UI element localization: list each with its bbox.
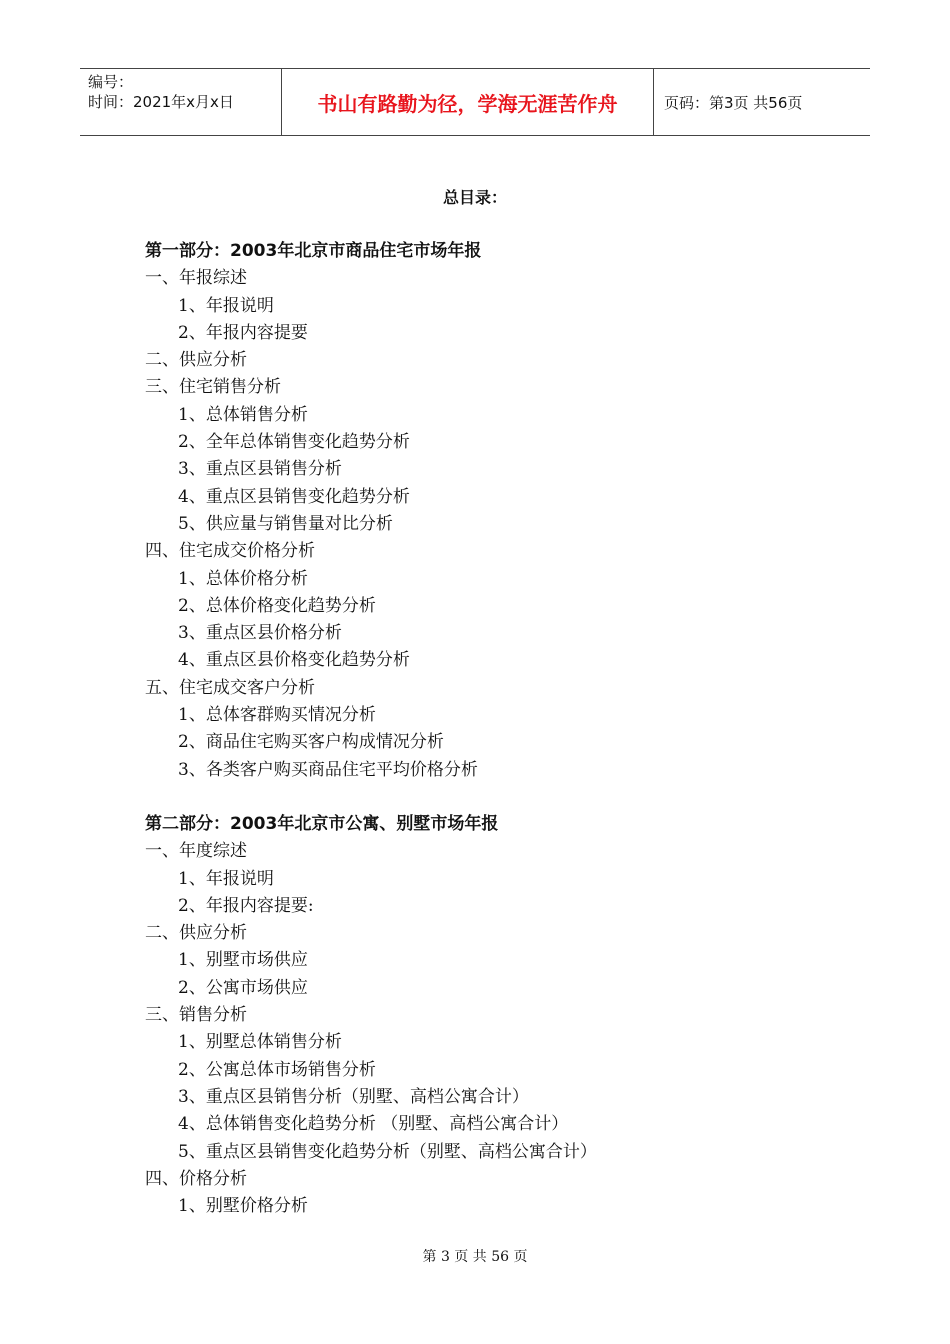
toc-item: 2、年报内容提要 xyxy=(178,322,308,343)
toc-item: 1、总体价格分析 xyxy=(178,568,308,589)
toc-item: 4、重点区县销售变化趋势分析 xyxy=(178,486,410,507)
section-heading: 二、供应分析 xyxy=(145,923,247,944)
section-heading: 三、住宅销售分析 xyxy=(145,377,281,398)
section-heading: 三、销售分析 xyxy=(145,1005,247,1026)
page-header xyxy=(80,68,870,136)
section-heading: 二、供应分析 xyxy=(145,350,247,371)
toc-item: 2、年报内容提要: xyxy=(178,895,314,916)
toc-item: 1、总体客群购买情况分析 xyxy=(178,705,376,726)
toc-item: 1、别墅市场供应 xyxy=(178,950,308,971)
toc-item: 2、全年总体销售变化趋势分析 xyxy=(178,432,410,453)
toc-item: 1、年报说明 xyxy=(178,868,274,889)
toc-item: 2、公寓市场供应 xyxy=(178,977,308,998)
section-heading: 四、住宅成交价格分析 xyxy=(145,541,315,562)
page-footer: 第 3 页 共 56 页 xyxy=(422,1249,528,1265)
section-heading: 一、年度综述 xyxy=(145,841,247,862)
toc-item: 1、别墅价格分析 xyxy=(178,1196,308,1217)
toc-item: 5、供应量与销售量对比分析 xyxy=(178,513,393,534)
section-heading: 五、住宅成交客户分析 xyxy=(145,677,315,698)
toc-item: 4、重点区县价格变化趋势分析 xyxy=(178,650,410,671)
toc-item: 3、各类客户购买商品住宅平均价格分析 xyxy=(178,759,478,780)
header-meta xyxy=(80,69,282,135)
toc-item: 2、总体价格变化趋势分析 xyxy=(178,595,376,616)
header-motto: 书山有路勤为径，学海无涯苦作舟 xyxy=(282,69,654,135)
toc-item: 2、公寓总体市场销售分析 xyxy=(178,1059,376,1080)
toc-item: 1、别墅总体销售分析 xyxy=(178,1032,342,1053)
header-time: 时间：2021年x月x日 xyxy=(88,93,234,111)
toc-item: 3、重点区县销售分析（别墅、高档公寓合计） xyxy=(178,1086,529,1107)
toc-item: 2、商品住宅购买客户构成情况分析 xyxy=(178,732,444,753)
part-spacer xyxy=(145,784,845,811)
part-heading: 第一部分：2003年北京市商品住宅市场年报 xyxy=(145,241,482,261)
part-heading: 第二部分：2003年北京市公寓、别墅市场年报 xyxy=(145,813,499,834)
table-of-contents xyxy=(145,238,845,1220)
section-heading: 四、价格分析 xyxy=(145,1168,247,1189)
header-number: 编号： xyxy=(88,73,134,91)
toc-title: 总目录： xyxy=(442,188,507,207)
toc-item: 5、重点区县销售变化趋势分析（别墅、高档公寓合计） xyxy=(178,1141,597,1162)
toc-item: 3、重点区县销售分析 xyxy=(178,459,342,480)
toc-item: 1、总体销售分析 xyxy=(178,404,308,425)
toc-item: 3、重点区县价格分析 xyxy=(178,623,342,644)
section-heading: 一、年报综述 xyxy=(145,268,247,289)
header-page-number: 页码：第3页 共56页 xyxy=(664,93,803,112)
toc-item: 1、年报说明 xyxy=(178,295,274,316)
toc-item: 4、总体销售变化趋势分析 （别墅、高档公寓合计） xyxy=(178,1114,569,1135)
